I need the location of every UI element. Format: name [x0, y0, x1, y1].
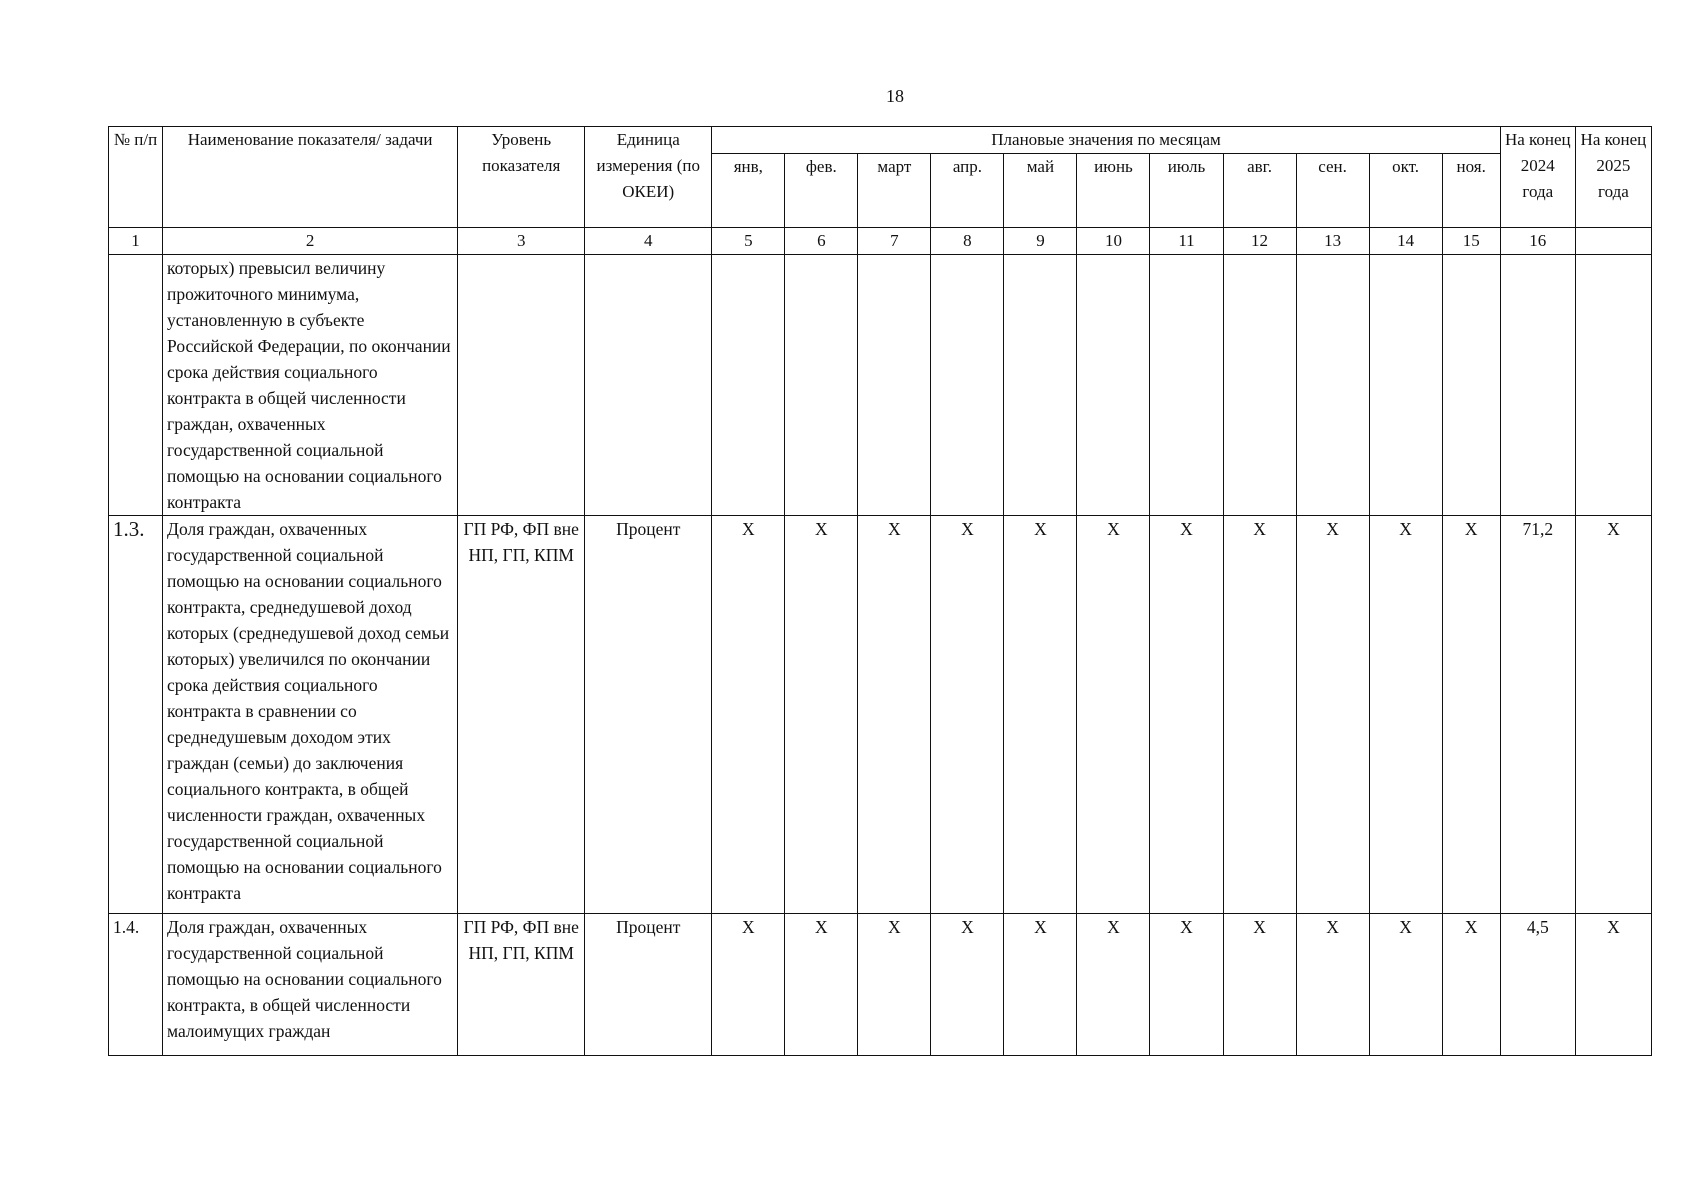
month-value	[1296, 255, 1369, 516]
header-end-2024: На конец 2024 года	[1500, 127, 1575, 228]
end-2024-value: 71,2	[1500, 516, 1575, 914]
column-number: 16	[1500, 228, 1575, 255]
column-number: 1	[109, 228, 163, 255]
column-number: 6	[785, 228, 858, 255]
header-unit: Единица измерения (по ОКЕИ)	[585, 127, 712, 228]
row-number	[109, 255, 163, 516]
month-value: Х	[1369, 516, 1442, 914]
indicator-level: ГП РФ, ФП вне НП, ГП, КПМ	[458, 516, 585, 914]
header-name: Наименование показателя/ задачи	[163, 127, 458, 228]
column-number: 12	[1223, 228, 1296, 255]
month-value: Х	[931, 914, 1004, 1056]
month-value: Х	[931, 516, 1004, 914]
indicator-name: которых) превысил величину прожиточного минимума, установленную в субъекте Российской Федерации, по окончании срока действия социального контракта в общей численности граждан, охваченных государственной социальной помощью на основании социального контракта	[163, 255, 458, 516]
month-value: Х	[1004, 914, 1077, 1056]
column-number: 11	[1150, 228, 1223, 255]
header-month: окт.	[1369, 154, 1442, 228]
month-value	[1442, 255, 1500, 516]
month-value	[1150, 255, 1223, 516]
header-month: июнь	[1077, 154, 1150, 228]
header-month: март	[858, 154, 931, 228]
header-month: апр.	[931, 154, 1004, 228]
header-monthly-group: Плановые значения по месяцам	[712, 127, 1500, 154]
month-value	[785, 255, 858, 516]
month-value: Х	[1296, 914, 1369, 1056]
header-end-2025: На конец 2025 года	[1575, 127, 1651, 228]
end-2024-value: 4,5	[1500, 914, 1575, 1056]
column-number: 3	[458, 228, 585, 255]
month-value	[1369, 255, 1442, 516]
column-number: 15	[1442, 228, 1500, 255]
table-row	[109, 255, 1652, 516]
indicator-name: Доля граждан, охваченных государственной социальной помощью на основании социального контракта, среднедушевой доход которых (среднедушевой доход семьи которых) увеличился по окончании срока действия социального контракта в сравнении со среднедушевым доходом этих граждан (семьи) до заключения социального контракта, в общей численности граждан, охваченных государственной социальной помощью на основании социального контракта	[163, 516, 458, 914]
indicator-unit	[585, 255, 712, 516]
indicator-level	[458, 255, 585, 516]
month-value	[1077, 255, 1150, 516]
column-number: 2	[163, 228, 458, 255]
month-value	[931, 255, 1004, 516]
month-value: Х	[1077, 914, 1150, 1056]
end-2025-value: Х	[1575, 914, 1651, 1056]
header-level: Уровень показателя	[458, 127, 585, 228]
month-value: Х	[785, 914, 858, 1056]
month-value	[1223, 255, 1296, 516]
month-value: Х	[785, 516, 858, 914]
month-value: Х	[1150, 914, 1223, 1056]
column-number: 10	[1077, 228, 1150, 255]
header-month: янв,	[712, 154, 785, 228]
month-value: Х	[1004, 516, 1077, 914]
month-value: Х	[1077, 516, 1150, 914]
table-row	[109, 914, 1652, 1056]
column-number: 4	[585, 228, 712, 255]
month-value: Х	[1150, 516, 1223, 914]
month-value: Х	[712, 516, 785, 914]
row-number: 1.3.	[109, 516, 163, 914]
header-month: май	[1004, 154, 1077, 228]
page-number: 18	[886, 86, 904, 106]
month-value: Х	[1442, 516, 1500, 914]
month-value: Х	[1442, 914, 1500, 1056]
month-value: Х	[1296, 516, 1369, 914]
header-month: июль	[1150, 154, 1223, 228]
column-number: 9	[1004, 228, 1077, 255]
column-number: 14	[1369, 228, 1442, 255]
header-month: сен.	[1296, 154, 1369, 228]
end-2025-value	[1575, 255, 1651, 516]
column-number	[1575, 228, 1651, 255]
indicator-name: Доля граждан, охваченных государственной социальной помощью на основании социального контракта, в общей численности малоимущих граждан	[163, 914, 458, 1056]
month-value	[1004, 255, 1077, 516]
indicator-unit: Процент	[585, 914, 712, 1056]
end-2025-value: Х	[1575, 516, 1651, 914]
month-value: Х	[712, 914, 785, 1056]
end-2024-value	[1500, 255, 1575, 516]
indicators-table	[108, 126, 1652, 1056]
column-number: 13	[1296, 228, 1369, 255]
row-number: 1.4.	[109, 914, 163, 1056]
header-month: фев.	[785, 154, 858, 228]
indicator-level: ГП РФ, ФП вне НП, ГП, КПМ	[458, 914, 585, 1056]
month-value	[858, 255, 931, 516]
indicator-unit: Процент	[585, 516, 712, 914]
column-number: 8	[931, 228, 1004, 255]
column-number: 5	[712, 228, 785, 255]
header-no: № п/п	[109, 127, 163, 228]
column-number-row	[109, 228, 1652, 255]
month-value	[712, 255, 785, 516]
header-month: авг.	[1223, 154, 1296, 228]
month-value: Х	[858, 914, 931, 1056]
month-value: Х	[858, 516, 931, 914]
table-row	[109, 516, 1652, 914]
month-value: Х	[1223, 516, 1296, 914]
header-month: ноя.	[1442, 154, 1500, 228]
month-value: Х	[1369, 914, 1442, 1056]
column-number: 7	[858, 228, 931, 255]
month-value: Х	[1223, 914, 1296, 1056]
